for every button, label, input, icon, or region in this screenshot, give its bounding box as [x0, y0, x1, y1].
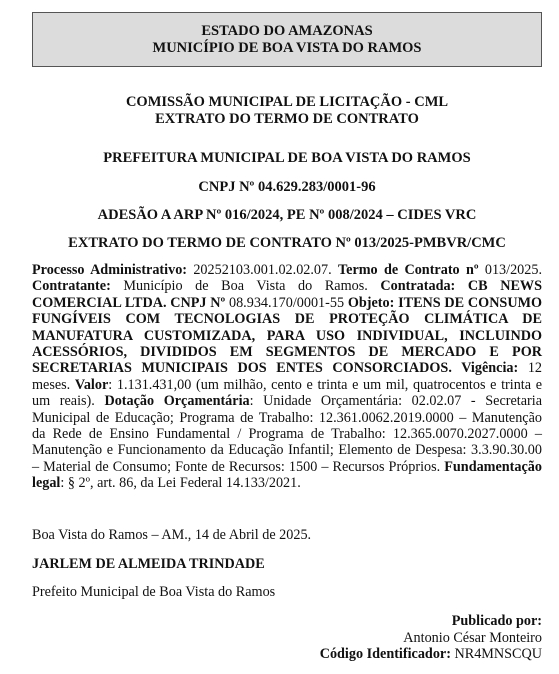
publication-block	[320, 613, 542, 663]
identifier-label: Código Identificador:	[319, 646, 451, 662]
termo-label: Termo de Contrato nº	[337, 262, 479, 278]
contratante-value: Município de Boa Vista do Ramos.	[110, 278, 381, 295]
contract-body	[32, 262, 542, 492]
identifier-code: NR4MNSCQU	[454, 646, 542, 662]
vigencia-label: . Vigência:	[448, 360, 519, 377]
valor-value: : 1.131.431,00 (um milhão, cento e trinta e um mil, quatrocentos e trinta e um reais).	[32, 376, 542, 410]
fundamentacao-value: : § 2º, art. 86, da Lei Federal 14.133/2021.	[60, 475, 301, 492]
document-date: Boa Vista do Ramos – AM., 14 de Abril de 2025.	[32, 527, 312, 543]
organization-cnpj: CNPJ Nº 04.629.283/0001-96	[198, 179, 376, 195]
document-type: EXTRATO DO TERMO DE CONTRATO	[155, 111, 419, 127]
vigencia-value: 12 meses.	[32, 360, 543, 393]
header-state: ESTADO DO AMAZONAS	[201, 22, 373, 39]
contratada-cnpj-value: 08.934.170/0001-55	[225, 294, 348, 311]
organization-name: PREFEITURA MUNICIPAL DE BOA VISTA DO RAMOS	[103, 150, 471, 166]
publisher-name: Antonio César Monteiro	[403, 629, 542, 646]
valor-label: Valor	[74, 376, 109, 393]
processo-value: 20252103.001.02.02.07.	[187, 262, 338, 278]
contratada-label: Contratada: CB NEWS COMERCIAL LTDA	[32, 278, 542, 311]
dotacao-value: : Unidade Orçamentária: 02.02.07 - Secretaria Municipal de Educação; Programa de Trabalho: 12.361.0062.2019.0000 – Manutenção da Rede de Ensino Fundamental / Programa de Trabalho: 12.365.0070.2027.0000 – Manutenção e Funcionamento da Educação Infantil; Elemento de Despesa: 3.3.90.30.00 – Material de Consumo; Fonte de Recursos: 1500 – Recursos Próprios.	[32, 393, 542, 475]
commission-name: COMISSÃO MUNICIPAL DE LICITAÇÃO - CML	[125, 94, 449, 110]
objeto-text: Objeto: ITENS DE CONSUMO FUNGÍVEIS COM TECNOLOGIAS DE PROTEÇÃO CLIMÁTICA DE MANUFATURA CUSTOMIZADA, PARA USO INDIVIDUAL, INCLUINDO ACESSÓRIOS, DIVIDIDOS EM SEGMENTOS DE MERCADO E POR SECRETARIAS MUNICIPAIS DOS ENTES CONSORCIADOS	[32, 294, 542, 377]
commission-title	[32, 94, 542, 128]
adesao-reference: ADESÃO A ARP Nº 016/2024, PE Nº 008/2024 – CIDES VRC	[97, 207, 477, 223]
published-by-label: Publicado por:	[451, 613, 542, 629]
contratada-cnpj-label: . CNPJ Nº	[162, 294, 226, 311]
dotacao-label: Dotação Orçamentária	[104, 393, 250, 410]
header-box	[32, 12, 542, 67]
identifier-line	[320, 646, 542, 663]
contratante-label: Contratante:	[32, 278, 111, 295]
signer-name: JARLEM DE ALMEIDA TRINDADE	[32, 556, 265, 572]
contract-extract-title: EXTRATO DO TERMO DE CONTRATO Nº 013/2025-PMBVR/CMC	[68, 235, 506, 251]
fundamentacao-label: Fundamentação legal	[32, 458, 542, 492]
signer-role: Prefeito Municipal de Boa Vista do Ramos	[32, 584, 276, 600]
termo-value: 013/2025.	[478, 262, 542, 278]
processo-label: Processo Administrativo:	[32, 262, 188, 278]
header-municipality: MUNICÍPIO DE BOA VISTA DO RAMOS	[152, 39, 422, 56]
